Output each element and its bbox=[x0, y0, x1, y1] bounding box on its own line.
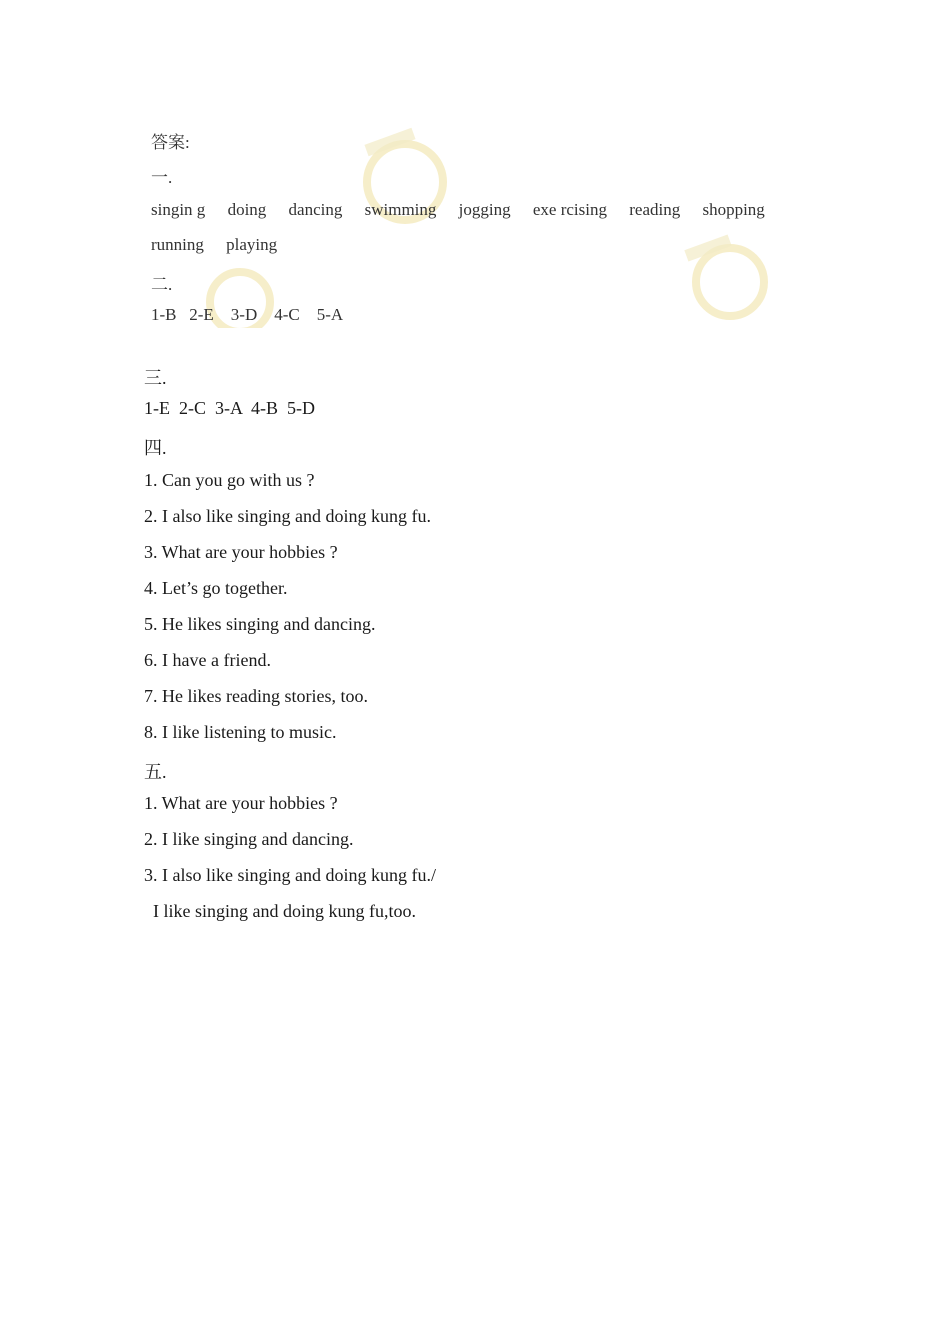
section5-heading: 五. bbox=[144, 762, 167, 782]
word-item: swimming bbox=[364, 200, 437, 219]
word-item: jogging bbox=[458, 200, 511, 219]
section3-heading: 三. bbox=[144, 368, 167, 388]
section5-line: 1. What are your hobbies ? bbox=[144, 793, 338, 813]
section2-answers: 1-B 2-E 3-D 4-C 5-A bbox=[151, 305, 344, 324]
word-item: exe rcising bbox=[532, 200, 607, 219]
section4-line: 3. What are your hobbies ? bbox=[144, 542, 338, 562]
section3-answers: 1-E 2-C 3-A 4-B 5-D bbox=[144, 398, 315, 418]
section5-line: 2. I like singing and dancing. bbox=[144, 829, 354, 849]
section4-line: 4. Let’s go together. bbox=[144, 578, 288, 598]
word-item: dancing bbox=[288, 200, 343, 219]
word-item: reading bbox=[629, 200, 681, 219]
section4-line: 2. I also like singing and doing kung fu. bbox=[144, 506, 431, 526]
section4-line: 6. I have a friend. bbox=[144, 650, 271, 670]
section5-line: 3. I also like singing and doing kung fu./ bbox=[144, 865, 436, 885]
section4-line: 7. He likes reading stories, too. bbox=[144, 686, 368, 706]
section4-line: 1. Can you go with us ? bbox=[144, 470, 315, 490]
word-item: doing bbox=[227, 200, 267, 219]
section2-heading: 二. bbox=[151, 275, 173, 294]
watermark-region bbox=[145, 122, 780, 328]
answer-label: 答案: bbox=[151, 133, 190, 152]
word-item: running bbox=[151, 235, 204, 254]
section1-words-row2 bbox=[151, 235, 295, 255]
section5-line: I like singing and doing kung fu,too. bbox=[144, 901, 416, 921]
section4-line: 8. I like listening to music. bbox=[144, 722, 337, 742]
section1-words-row1 bbox=[151, 200, 783, 220]
watermark-graphic bbox=[145, 122, 780, 328]
section4-line: 5. He likes singing and dancing. bbox=[144, 614, 376, 634]
word-item: singin g bbox=[151, 200, 206, 219]
section1-heading: 一. bbox=[151, 168, 173, 187]
word-item: playing bbox=[226, 235, 278, 254]
section4-heading: 四. bbox=[144, 438, 167, 458]
word-item: shopping bbox=[702, 200, 765, 219]
